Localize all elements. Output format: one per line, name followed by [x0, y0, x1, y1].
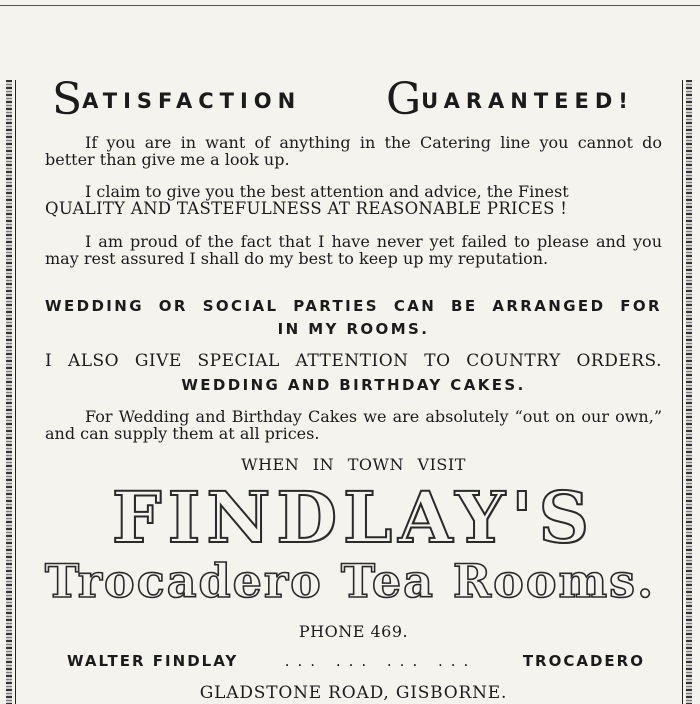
top-rule: [0, 5, 700, 6]
headline-word-guaranteed: GUARANTEED!: [386, 74, 634, 125]
left-ornamental-border: [6, 80, 12, 704]
location-label: TROCADERO: [522, 652, 645, 670]
visit-line: WHEN IN TOWN VISIT: [241, 455, 466, 474]
paragraph-catering: If you are in want of anything in the Catering line you cannot do better than give me a look up.: [45, 133, 662, 169]
headline-word-satisfaction: SATISFACTION: [52, 74, 302, 125]
paragraph-attention: I claim to give you the best attention and advice, the Finest QUALITY AND TASTEFULNESS AT REASONABLE PRICES !: [45, 182, 569, 218]
phone-line: PHONE 469.: [298, 622, 409, 641]
notice-country-orders: I ALSO GIVE SPECIAL ATTENTION TO COUNTRY ORDERS.: [45, 351, 662, 371]
paragraph-reputation: I am proud of the fact that I have never yet failed to please and you may rest assured I shall do my best to keep up my reputation.: [45, 232, 662, 268]
leader-dots: ... ... ... ...: [284, 652, 477, 670]
notice-parties-line2: IN MY ROOMS.: [277, 320, 430, 338]
footer-owner-line: [67, 652, 645, 670]
paragraph-cakes: For Wedding and Birthday Cakes we are absolutely “out on our own,” and can supply them at all prices.: [45, 407, 662, 443]
business-name: FINDLAY'S: [111, 476, 596, 559]
notice-parties-line1: WEDDING OR SOCIAL PARTIES CAN BE ARRANGED FOR: [45, 297, 662, 315]
headline: [52, 74, 672, 125]
owner-name: WALTER FINDLAY: [67, 652, 239, 670]
right-ornamental-border: [686, 80, 692, 704]
address-line: GLADSTONE ROAD, GISBORNE.: [199, 683, 508, 703]
notice-cakes: WEDDING AND BIRTHDAY CAKES.: [181, 376, 526, 394]
venue-name: Trocadero Tea Rooms.: [44, 554, 656, 608]
